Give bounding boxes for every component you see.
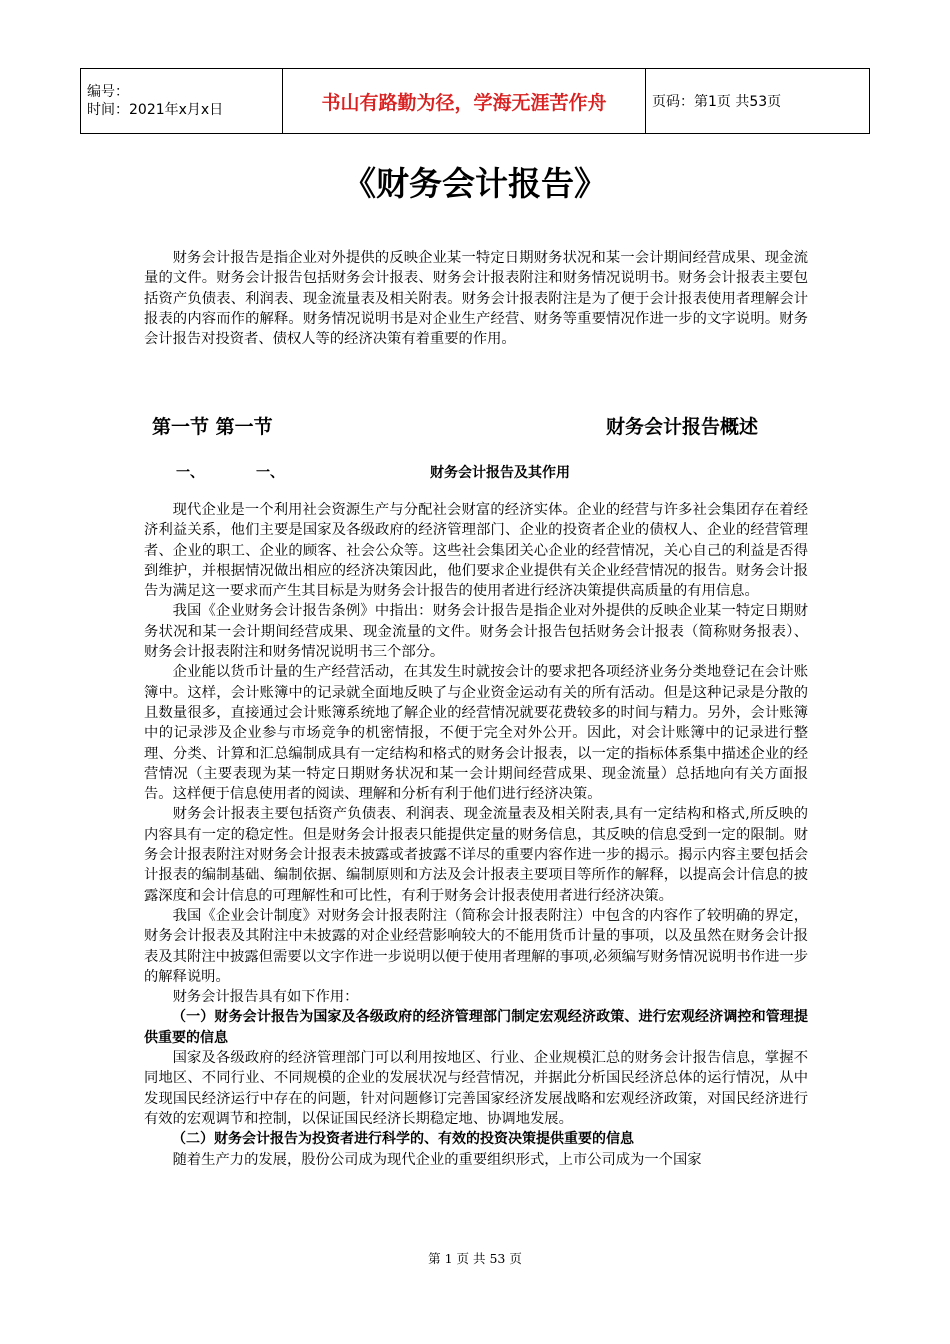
header-motto: 书山有路勤为径，学海无涯苦作舟 (283, 69, 646, 134)
intro-block (144, 248, 808, 349)
subsection-number-2: 一、 (256, 465, 284, 481)
point-2-paragraph: 随着生产力的发展，股份公司成为现代企业的重要组织形式，上市公司成为一个国家 (172, 1151, 702, 1168)
body-paragraph: 现代企业是一个利用社会资源生产与分配社会财富的经济实体。企业的经营与许多社会集团存在着经济利益关系，他们主要是国家及各级政府的经济管理部门、企业的投资者企业的债权人、企业的经营管理者、企业的职工、企业的顾客、社会公众等。这些社会集团关心企业的经营情况，关心自己的利益是否得到维护，并根据情况做出相应的经济决策因此，他们要求企业提供有关企业经营情况的报告。财务会计报告为满足这一要求而产生其目标是为财务会计报告的使用者进行经济决策提供高质量的有用信息。 (144, 502, 808, 600)
body-paragraph: 我国《企业会计制度》对财务会计报表附注（简称会计报表附注）中包含的内容作了较明确的界定，财务会计报表及其附注中未披露的对企业经营影响较大的不能用货币计量的事项，以及虽然在财务会计报表及其附注中披露但需要以文字作进一步说明以便于使用者理解的事项,必须编写财务情况说明书作进一步的解释说明。 (144, 907, 808, 985)
header-meta (81, 69, 283, 134)
header-page-info: 页码：第1页 共53页 (646, 69, 870, 134)
document-title: 《财务会计报告》 (343, 164, 607, 203)
body-paragraph: 财务会计报告具有如下作用： (172, 989, 359, 1006)
subsection-number-1: 一、 (176, 465, 204, 481)
section-number: 第一节 第一节 (152, 416, 273, 438)
point-1-paragraph: 国家及各级政府的经济管理部门可以利用按地区、行业、企业规模汇总的财务会计报告信息，掌握不同地区、不同行业、不同规模的企业的发展状况与经营情况，并据此分析国民经济总体的运行情况，从中发现国民经济运行中存在的问题，针对问题修订完善国家经济发展战略和宏观经济政策，对国民经济进行有效的宏观调节和控制，以保证国民经济长期稳定地、协调地发展。 (144, 1050, 808, 1127)
body-paragraph: 我国《企业财务会计报告条例》中指出：财务会计报告是指企业对外提供的反映企业某一特定日期财务状况和某一会计期间经营成果、现金流量的文件。财务会计报告包括财务会计报表（简称财务报表）、财务会计报表附注和财务情况说明书三个部分。 (144, 603, 808, 661)
section-title: 财务会计报告概述 (605, 416, 758, 438)
main-body (144, 500, 808, 1170)
point-2-heading: （二）财务会计报告为投资者进行科学的、有效的投资决策提供重要的信息 (172, 1131, 634, 1148)
document-date: 时间：2021年x月x日 (87, 102, 224, 118)
body-paragraph: 财务会计报表主要包括资产负债表、利润表、现金流量表及相关附表,具有一定结构和格式,所反映的内容具有一定的稳定性。但是财务会计报表只能提供定量的财务信息，其反映的信息受到一定的限制。财务会计报表附注对财务会计报表未披露或者披露不详尽的重要内容作进一步的揭示。揭示内容主要包括会计报表的编制基础、编制依据、编制原则和方法及会计报表主要项目等所作的解释，以提高会计信息的披露深度和会计信息的可理解性和可比性，有利于财务会计报表使用者进行经济决策。 (144, 806, 808, 904)
intro-paragraph: 财务会计报告是指企业对外提供的反映企业某一特定日期财务状况和某一会计期间经营成果、现金流量的文件。财务会计报告包括财务会计报表、财务会计报表附注和财务情况说明书。财务会计报表主要包括资产负债表、利润表、现金流量表及相关附表。财务会计报表附注是为了便于会计报表使用者理解会计报表的内容而作的解释。财务情况说明书是对企业生产经营、财务等重要情况作进一步的文字说明。财务会计报告对投资者、债权人等的经济决策有着重要的作用。 (144, 250, 808, 348)
point-1-heading: （一）财务会计报告为国家及各级政府的经济管理部门制定宏观经济政策、进行宏观经济调控和管理提供重要的信息 (144, 1009, 808, 1046)
page-header (80, 68, 870, 134)
subsection-title: 财务会计报告及其作用 (430, 465, 570, 481)
body-paragraph: 企业能以货币计量的生产经营活动，在其发生时就按会计的要求把各项经济业务分类地登记在会计账簿中。这样，会计账簿中的记录就全面地反映了与企业资金运动有关的所有活动。但是这种记录是分散的且数量很多，直接通过会计账簿系统地了解企业的经营情况就要花费较多的时间与精力。另外，会计账簿中的记录涉及企业参与市场竞争的机密情报，不便于完全对外公开。因此，对会计账簿中的记录进行整理、分类、计算和汇总编制成具有一定结构和格式的财务会计报表，以一定的指标体系集中描述企业的经营情况（主要表现为某一特定日期财务状况和某一会计期间经营成果、现金流量）总括地向有关方面报告。这样便于信息使用者的阅读、理解和分析有利于他们进行经济决策。 (144, 664, 808, 803)
subsection-heading (176, 462, 646, 482)
page-footer: 第 1 页 共 53 页 (428, 1251, 522, 1266)
section-heading (152, 412, 758, 438)
document-number: 编号： (87, 84, 129, 100)
